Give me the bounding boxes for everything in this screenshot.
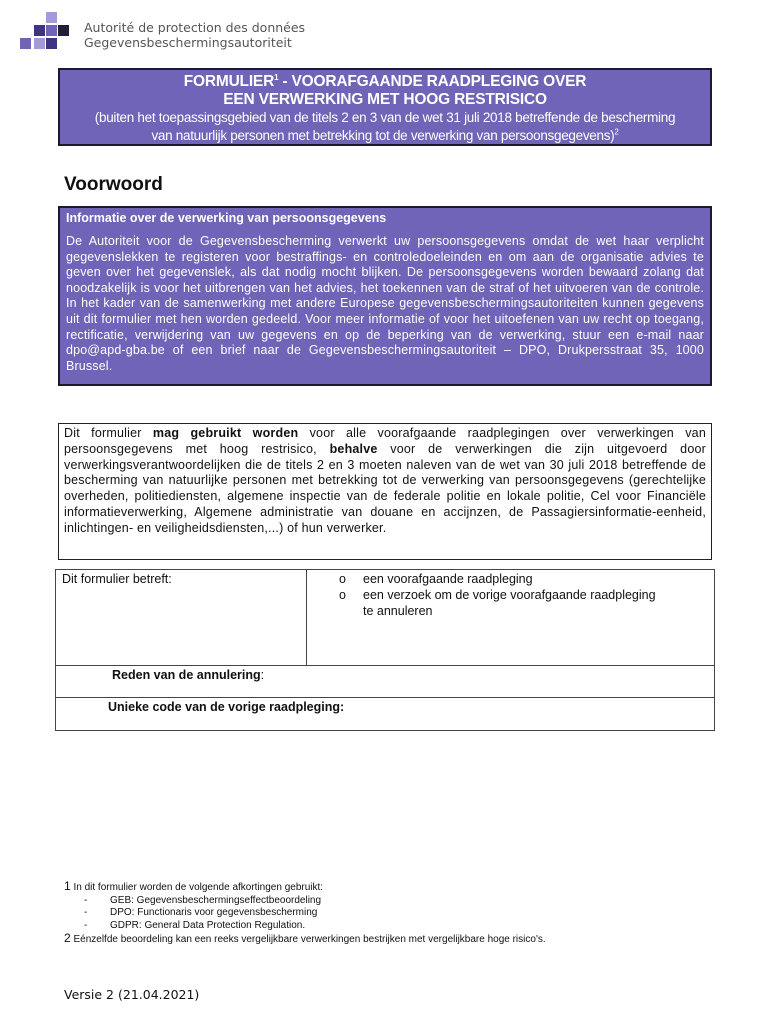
footnote-2 — [64, 932, 546, 947]
footnote-2-number: 2 — [64, 931, 71, 945]
footnote-item-text: GDPR: General Data Protection Regulation. — [110, 919, 306, 931]
privacy-info-body: De Autoriteit voor de Gegevensbescherming verwerkt uw persoonsgegevens omdat de wet haar verplicht gegevenslekken te registeren voor bestraffings- en controledoeleinden en om aan de organisatie advies te geven over het gegevenslek, als dat nodig mocht blijken. De persoonsgegevens worden bewaard zolang dat noodzakelijk is voor het uitbrengen van het advies, het toekennen van de straf of het uitvoeren van de controle. In het kader van de samenwerking met andere Europese gegevensbeschermingsautoriteiten kunnen gegevens uit dit formulier met hen worden gedeeld. Voor meer informatie of voor het uitoefenen van uw recht op toegang, rectificatie, verwijdering van uw gegevens en op de beperking van de verwerking, stuur een e-mail naar dpo@apd-gba.be of een brief naar de Gegevensbeschermingsautoriteit – DPO, Drukpersstraat 35, 1000 Brussel. — [66, 234, 704, 373]
subtitle-line-1: (buiten het toepassingsgebied van de titels 2 en 3 van de wet 31 juli 2018 betreffende de bescherming — [94, 110, 676, 125]
org-line-1: Autorité de protection des données — [84, 20, 306, 35]
logo-square — [46, 38, 57, 49]
previous-code-field[interactable] — [56, 698, 714, 732]
footnote-ref-1: 1 — [274, 72, 279, 82]
concerns-label: Dit formulier betreft: — [62, 572, 172, 586]
checkbox-bullet[interactable]: o — [339, 588, 346, 602]
cancellation-reason-label: Reden van de annulering — [112, 668, 261, 682]
section-heading: Voorwoord — [64, 174, 163, 195]
footnote-list-item: - GDPR: General Data Protection Regulation. — [84, 919, 306, 931]
logo-square — [46, 25, 57, 36]
cancellation-reason-field[interactable] — [56, 666, 714, 698]
form-table — [55, 569, 715, 731]
usage-bold-1: mag gebruikt worden — [152, 426, 299, 440]
organization-name — [84, 20, 305, 50]
logo-square — [58, 25, 69, 36]
footnote-2-text: Eénzelfde beoordeling kan een reeks vergelijkbare verwerkingen bestrijken met vergelijkbare hoge risico's. — [70, 934, 546, 945]
usage-text-1: Dit formulier — [64, 426, 153, 440]
privacy-info-box — [58, 206, 712, 386]
usage-text-3: voor de verwerkingen die zijn uitgevoerd door verwerkingsverantwoordelijken die de titels 2 en 3 moeten naleven van de wet van 30 juli 2018 betreffende de bescherming van natuurlijke personen met betrekking tot de verwerking van persoonsgegevens (gerechtelijke overheden, politiediensten, algemene inspectie van de federale politie en lokale politie, Cel voor Financiële informatieverwerking, Algemene administratie van douane en accijnzen, de Passagiersinformatie-eenheid, inlichtingen- en veiligheidsdiensten,...) of hun verwerker. — [64, 441, 706, 535]
usage-text-2: voor alle voorafgaande raadplegingen over verwerkingen van persoonsgegevens met hoog restrisico, — [64, 426, 706, 456]
option-label — [363, 587, 703, 619]
footnote-item-text: DPO: Functionaris voor gegevensbescherming — [110, 907, 318, 918]
usage-bold-2: behalve — [329, 441, 378, 456]
footnote-ref-2: 2 — [614, 127, 619, 137]
title-subtitle — [60, 109, 710, 145]
org-line-2: Gegevensbeschermingsautoriteit — [84, 35, 292, 50]
title-line-2: EEN VERWERKING MET HOOG RESTRISICO — [223, 91, 547, 108]
logo — [20, 12, 80, 52]
footnote-list-item: - GEB: Gegevensbeschermingseffectbeoordeling — [84, 894, 322, 906]
logo-square — [46, 12, 57, 23]
form-title — [60, 73, 710, 109]
previous-code-label: Unieke code van de vorige raadpleging: — [108, 700, 345, 714]
concerns-label-cell — [56, 570, 307, 666]
checkbox-bullet[interactable]: o — [339, 572, 346, 586]
logo-square — [34, 25, 45, 36]
label-colon: : — [260, 668, 265, 682]
footnotes — [64, 880, 546, 947]
footnote-1-text: In dit formulier worden de volgende afkortingen gebruikt: — [70, 882, 324, 893]
version-label: Versie 2 (21.04.2021) — [64, 987, 200, 1002]
footnote-list-item: - DPO: Functionaris voor gegevensbescherming — [84, 907, 318, 918]
privacy-info-title: Informatie over de verwerking van persoonsgegevens — [66, 211, 387, 225]
option-label-line-1: een verzoek om de vorige voorafgaande raadpleging — [363, 588, 656, 602]
concerns-options-cell — [307, 570, 714, 666]
title-line-1 — [60, 73, 710, 91]
title-box — [58, 68, 712, 146]
title-line-1-text: FORMULIER — [183, 73, 275, 90]
footnote-1-number: 1 — [64, 879, 71, 893]
title-line-1-rest: - VOORAFGAANDE RAADPLEGING OVER — [278, 73, 587, 90]
option-label-line-2: te annuleren — [363, 604, 433, 618]
usage-notice — [58, 423, 712, 560]
logo-square — [20, 38, 31, 49]
footnote-1 — [64, 880, 546, 895]
logo-square — [34, 38, 45, 49]
footnote-item-text: GEB: Gegevensbeschermingseffectbeoordeling — [110, 894, 322, 906]
option-label: een voorafgaande raadpleging — [363, 572, 533, 586]
subtitle-line-2 — [60, 127, 710, 145]
subtitle-line-2-text: van natuurlijk personen met betrekking tot de verwerking van persoonsgegevens) — [151, 128, 615, 143]
